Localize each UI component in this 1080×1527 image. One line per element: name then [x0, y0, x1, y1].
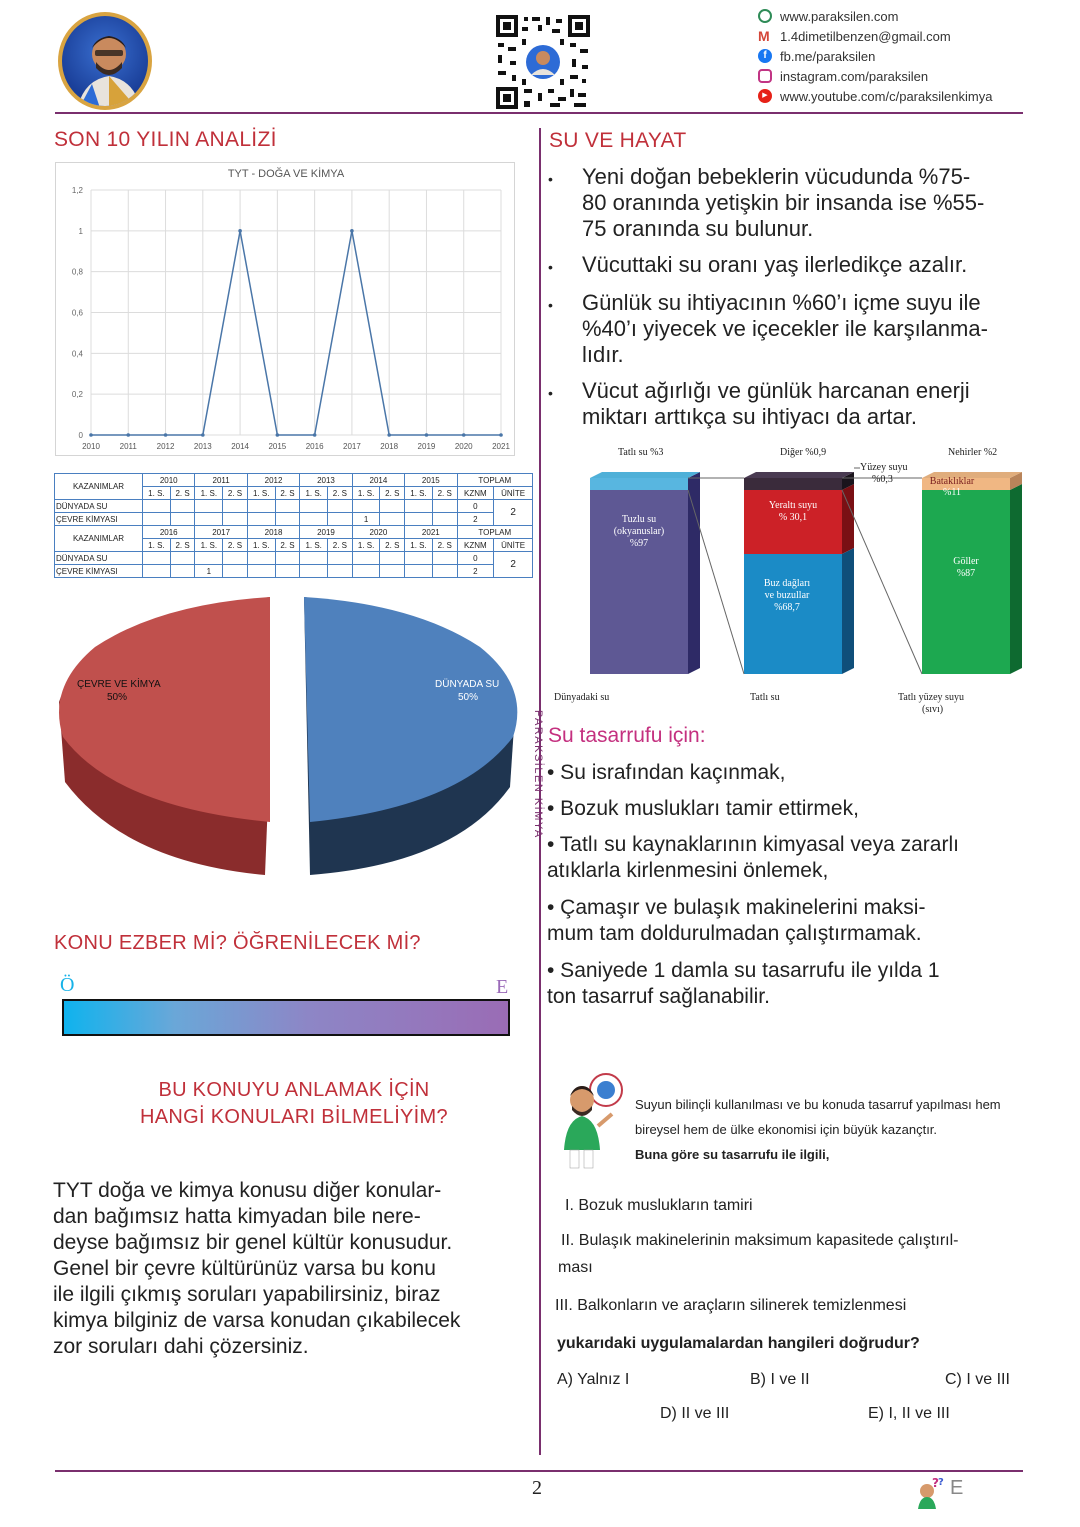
- table-cell: 2. S: [223, 539, 248, 552]
- table-cell: [247, 500, 275, 513]
- table-cell: [380, 513, 405, 526]
- table-cell: [432, 552, 457, 565]
- y-tick-label: 0,6: [71, 308, 83, 318]
- option-c[interactable]: C) I ve III: [945, 1371, 1010, 1388]
- table-cell: 1. S.: [352, 487, 380, 500]
- qr-code[interactable]: [494, 13, 592, 111]
- table-cell: 2: [494, 552, 533, 578]
- label-buz-2: ve buzullar: [764, 590, 810, 601]
- table-cell: 2: [457, 565, 494, 578]
- table-year-header: 2012: [247, 474, 299, 487]
- label-nehirler: Nehirler %2: [948, 447, 998, 458]
- table-cell: DÜNYADA SU: [55, 500, 143, 513]
- data-point: [499, 433, 503, 437]
- ezber-title: KONU EZBER Mİ? ÖĞRENİLECEK Mİ?: [54, 932, 421, 954]
- data-point: [462, 433, 466, 437]
- x-tick-label: 2014: [231, 442, 249, 451]
- data-point: [313, 433, 317, 437]
- y-tick-label: 0,4: [71, 349, 83, 359]
- table-cell: [223, 565, 248, 578]
- table-cell: [432, 513, 457, 526]
- label-tatli-yuzey: Tatlı yüzey suyu: [898, 692, 964, 703]
- contact-instagram[interactable]: instagram.com/paraksilen: [758, 66, 1038, 86]
- table-cell: 1. S.: [300, 487, 328, 500]
- table-cell: [195, 500, 223, 513]
- table-cell: [328, 513, 353, 526]
- pie-pct-dunya: 50%: [458, 692, 479, 703]
- label-tuzlu-2: (okyanuslar): [613, 526, 665, 537]
- instagram-icon: [758, 69, 772, 83]
- x-tick-label: 2019: [417, 442, 436, 451]
- x-tick-label: 2020: [454, 442, 473, 451]
- table-header-kazanim: KAZANIMLAR: [55, 526, 143, 552]
- contact-facebook[interactable]: f fb.me/paraksilen: [758, 46, 1038, 66]
- data-point: [89, 433, 93, 437]
- label-tatli-su: Tatlı su %3: [618, 447, 664, 458]
- table-cell: KZNM: [457, 487, 494, 500]
- table-cell: DÜNYADA SU: [55, 552, 143, 565]
- bullet-item: • Yeni doğan bebeklerin vücudunda %75- 80 oranında yetişkin bir insanda ise %55- 75 oranında su bulunur.: [548, 164, 985, 241]
- table-cell: 2. S: [432, 539, 457, 552]
- table-header-kazanim: KAZANIMLAR: [55, 474, 143, 500]
- data-point: [276, 433, 280, 437]
- table-year-header: 2020: [352, 526, 404, 539]
- table-year-header: 2017: [195, 526, 247, 539]
- table-cell: ÜNİTE: [494, 539, 533, 552]
- table-cell: [223, 500, 248, 513]
- label-yuzey-2: %0,3: [872, 474, 893, 485]
- table-cell: [380, 500, 405, 513]
- table-cell: 2. S: [223, 487, 248, 500]
- bullet-item: • Vücut ağırlığı ve günlük harcanan enerji miktarı arttıkça su ihtiyacı da artar.: [548, 378, 970, 429]
- question-ask: yukarıdaki uygulamalardan hangileri doğrudur?: [557, 1335, 920, 1352]
- table-cell: 1. S.: [405, 487, 433, 500]
- tasarruf-item: • Bozuk muslukları tamir ettirmek,: [547, 797, 859, 820]
- table-cell: [275, 513, 300, 526]
- line-chart: [55, 162, 515, 456]
- table-cell: [275, 500, 300, 513]
- chart-title: TYT - DOĞA VE KİMYA: [227, 168, 345, 180]
- bullet-item: • Günlük su ihtiyacının %60’ı içme suyu ile %40’ı yiyecek ve içecekler ile karşılanma- lıdır.: [548, 290, 988, 367]
- table-row: [55, 500, 533, 513]
- table-cell: 2: [457, 513, 494, 526]
- label-yuzey-1: Yüzey suyu: [860, 462, 908, 473]
- table-cell: [300, 500, 328, 513]
- page-number: 2: [532, 1477, 542, 1499]
- table-cell: 1: [195, 565, 223, 578]
- table-cell: 1. S.: [352, 539, 380, 552]
- table-cell: [432, 565, 457, 578]
- table-cell: 1: [352, 513, 380, 526]
- table-year-header: 2010: [143, 474, 195, 487]
- table-cell: 2. S: [380, 539, 405, 552]
- kazanim-table: [54, 473, 533, 578]
- prereq-title-line2: HANGİ KONULARI BİLMELİYİM?: [140, 1106, 448, 1128]
- svg-text:?: ?: [938, 1477, 944, 1488]
- y-tick-label: 1: [78, 226, 83, 236]
- table-total-header: TOPLAM: [457, 474, 532, 487]
- su-ve-hayat-title: SU VE HAYAT: [549, 129, 687, 152]
- contact-email[interactable]: M 1.4dimetilbenzen@gmail.com: [758, 28, 951, 44]
- table-cell: [170, 565, 195, 578]
- option-d[interactable]: D) II ve III: [660, 1405, 730, 1422]
- table-year-header: 2021: [405, 526, 457, 539]
- table-cell: [247, 565, 275, 578]
- analysis-title: SON 10 YILIN ANALİZİ: [54, 128, 277, 151]
- label-yeralti-2: % 30,1: [778, 512, 808, 523]
- table-year-header: 2019: [300, 526, 352, 539]
- pie-label-cevre: ÇEVRE VE KİMYA: [77, 679, 161, 690]
- teacher-cartoon: [556, 1070, 628, 1174]
- table-cell: [328, 565, 353, 578]
- tasarruf-item: • Tatlı su kaynaklarının kimyasal veya zararlı atıklarla kirlenmesini önlemek,: [547, 833, 959, 882]
- footer-logo-icon: [912, 1475, 946, 1509]
- label-sivi: (sıvı): [922, 704, 944, 715]
- table-year-header: 2011: [195, 474, 247, 487]
- facebook-icon: f: [758, 49, 772, 63]
- x-tick-label: 2013: [193, 442, 212, 451]
- table-year-header: 2014: [352, 474, 404, 487]
- table-cell: 0: [457, 500, 494, 513]
- bullet-item: • Vücuttaki su oranı yaş ilerledikçe azalır.: [548, 252, 968, 277]
- table-year-header: 2016: [143, 526, 195, 539]
- table-cell: [143, 552, 171, 565]
- youtube-icon: ▶: [758, 89, 772, 103]
- table-row: [55, 513, 533, 526]
- prereq-paragraph: TYT doğa ve kimya konusu diğer konular- dan bağımsız hatta kimyadan bile nere- deyse bağımsız bir genel kültür konusudur. Genel bir çevre kültürünüz varsa bu konu ile ilgili çıkmış soruları yapabilirsiniz, biraz kimya bilginiz de varsa konudan çıkabilecek zor soruları dahi çözersiniz.: [53, 1179, 461, 1358]
- label-buz-3: %68,7: [774, 602, 800, 613]
- label-tatli-su-bottom: Tatlı su: [750, 692, 780, 703]
- pie-pct-cevre: 50%: [107, 692, 128, 703]
- table-cell: 2. S: [275, 539, 300, 552]
- table-cell: [380, 565, 405, 578]
- data-point: [164, 433, 168, 437]
- table-cell: [143, 513, 171, 526]
- table-cell: [380, 552, 405, 565]
- table-cell: [352, 565, 380, 578]
- tasarruf-title: Su tasarrufu için:: [548, 724, 706, 747]
- tasarruf-item: • Su israfından kaçınmak,: [547, 761, 786, 784]
- vertical-brand-text: PARAKSİLEN KİMYA: [532, 710, 544, 839]
- label-tuzlu-1: Tuzlu su: [621, 514, 657, 525]
- label-diger: Diğer %0,9: [780, 447, 827, 458]
- table-cell: [405, 565, 433, 578]
- data-point: [238, 229, 242, 233]
- svg-text:?: ?: [932, 1476, 939, 1490]
- label-bataklik-1: Bataklıklar: [929, 476, 975, 487]
- table-cell: 2. S: [328, 487, 353, 500]
- table-cell: [300, 513, 328, 526]
- x-tick-label: 2011: [119, 442, 137, 451]
- label-goller-2: %87: [956, 568, 976, 579]
- table-year-header: 2018: [247, 526, 299, 539]
- table-cell: 0: [457, 552, 494, 565]
- label-goller-1: Göller: [953, 556, 979, 567]
- table-cell: 1. S.: [300, 539, 328, 552]
- table-row: [55, 565, 533, 578]
- table-total-header: TOPLAM: [457, 526, 532, 539]
- table-cell: [405, 552, 433, 565]
- table-cell: 1. S.: [195, 487, 223, 500]
- contact-list: [758, 6, 1038, 106]
- data-point: [350, 229, 354, 233]
- pie-chart: [55, 592, 525, 882]
- x-tick-label: 2017: [343, 442, 361, 451]
- life-bullets: [548, 164, 1028, 430]
- label-buz-1: Buz dağları: [763, 578, 811, 589]
- table-cell: 1. S.: [405, 539, 433, 552]
- scale-left-letter: Ö: [60, 974, 75, 996]
- question-item-2b: ması: [558, 1259, 593, 1276]
- question-item-1: I. Bozuk muslukların tamiri: [565, 1197, 753, 1214]
- table-cell: [143, 500, 171, 513]
- question-item-3: III. Balkonların ve araçların silinerek temizlenmesi: [555, 1297, 907, 1314]
- contact-youtube[interactable]: ▶ www.youtube.com/c/paraksilenkimya: [758, 86, 1038, 106]
- option-b[interactable]: B) I ve II: [750, 1371, 810, 1388]
- y-tick-label: 1,2: [71, 186, 83, 195]
- table-cell: [143, 565, 171, 578]
- table-cell: 2. S: [328, 539, 353, 552]
- table-cell: 2: [494, 500, 533, 526]
- table-cell: [170, 552, 195, 565]
- header-divider: [55, 112, 1023, 114]
- x-tick-label: 2021: [492, 442, 510, 451]
- globe-icon: [758, 9, 772, 23]
- table-cell: KZNM: [457, 539, 494, 552]
- y-tick-label: 0,2: [71, 390, 83, 400]
- table-cell: [275, 565, 300, 578]
- footer-divider: [55, 1470, 1023, 1472]
- table-year-header: 2013: [300, 474, 352, 487]
- table-cell: [300, 552, 328, 565]
- table-cell: [300, 565, 328, 578]
- series-line: [91, 231, 501, 435]
- water-distribution-figure: [548, 442, 1028, 722]
- label-bataklik-2: %11: [943, 487, 961, 498]
- table-year-header: 2015: [405, 474, 457, 487]
- table-cell: 2. S: [170, 539, 195, 552]
- label-dunyadaki-su: Dünyadaki su: [554, 692, 610, 703]
- y-tick-label: 0: [78, 431, 83, 440]
- footer-logo-letter: E: [950, 1477, 964, 1499]
- prereq-title-line1: BU KONUYU ANLAMAK İÇİN: [158, 1079, 430, 1101]
- table-cell: ÇEVRE KİMYASI: [55, 513, 143, 526]
- x-tick-label: 2018: [380, 442, 399, 451]
- x-tick-label: 2016: [305, 442, 324, 451]
- data-point: [425, 433, 429, 437]
- question-item-2a: II. Bulaşık makinelerinin maksimum kapasitede çalıştırıl-: [561, 1232, 959, 1249]
- x-tick-label: 2012: [156, 442, 175, 451]
- table-cell: [223, 513, 248, 526]
- table-cell: [328, 552, 353, 565]
- label-tuzlu-3: %97: [629, 538, 649, 549]
- ezber-scale-bar: [62, 999, 510, 1036]
- table-cell: [170, 500, 195, 513]
- tasarruf-item: • Çamaşır ve bulaşık makinelerini maksi- mum tam doldurulmadan çalıştırmamak.: [547, 896, 926, 945]
- scale-right-letter: E: [496, 976, 509, 998]
- table-cell: 2. S: [170, 487, 195, 500]
- table-cell: [195, 552, 223, 565]
- table-cell: 2. S: [275, 487, 300, 500]
- table-cell: [170, 513, 195, 526]
- table-cell: [352, 500, 380, 513]
- table-cell: 1. S.: [143, 487, 171, 500]
- table-cell: [195, 513, 223, 526]
- x-tick-label: 2015: [268, 442, 287, 451]
- table-cell: [405, 513, 433, 526]
- table-cell: [247, 513, 275, 526]
- table-cell: [223, 552, 248, 565]
- table-row: [55, 552, 533, 565]
- option-e[interactable]: E) I, II ve III: [868, 1405, 950, 1422]
- table-cell: 2. S: [380, 487, 405, 500]
- table-cell: [352, 552, 380, 565]
- option-a[interactable]: A) Yalnız I: [557, 1371, 630, 1388]
- table-cell: [405, 500, 433, 513]
- table-cell: 1. S.: [195, 539, 223, 552]
- contact-website[interactable]: www.paraksilen.com: [758, 6, 1038, 26]
- table-cell: [432, 500, 457, 513]
- table-cell: [247, 552, 275, 565]
- table-cell: ÇEVRE KİMYASI: [55, 565, 143, 578]
- table-cell: 1. S.: [247, 487, 275, 500]
- tasarruf-list: [547, 760, 1032, 1010]
- table-cell: [328, 500, 353, 513]
- table-cell: [275, 552, 300, 565]
- x-tick-label: 2010: [82, 442, 100, 451]
- table-cell: 1. S.: [247, 539, 275, 552]
- label-yeralti-1: Yeraltı suyu: [768, 500, 818, 511]
- table-cell: 1. S.: [143, 539, 171, 552]
- question-intro: Suyun bilinçli kullanılması ve bu konuda tasarruf yapılması hem bireysel hem de ülke ekonomisi için büyük kazançtır. Buna göre su tasarrufu ile ilgili,: [635, 1097, 1001, 1162]
- tasarruf-item: • Saniyede 1 damla su tasarrufu ile yılda 1 ton tasarruf sağlanabilir.: [547, 959, 940, 1008]
- author-avatar: [58, 12, 152, 110]
- data-point: [387, 433, 391, 437]
- table-cell: 2. S: [432, 487, 457, 500]
- gmail-icon: M: [758, 28, 770, 44]
- y-tick-label: 0,8: [71, 267, 83, 277]
- pie-label-dunya: DÜNYADA SU: [435, 679, 500, 690]
- data-point: [126, 433, 130, 437]
- table-cell: ÜNİTE: [494, 487, 533, 500]
- data-point: [201, 433, 205, 437]
